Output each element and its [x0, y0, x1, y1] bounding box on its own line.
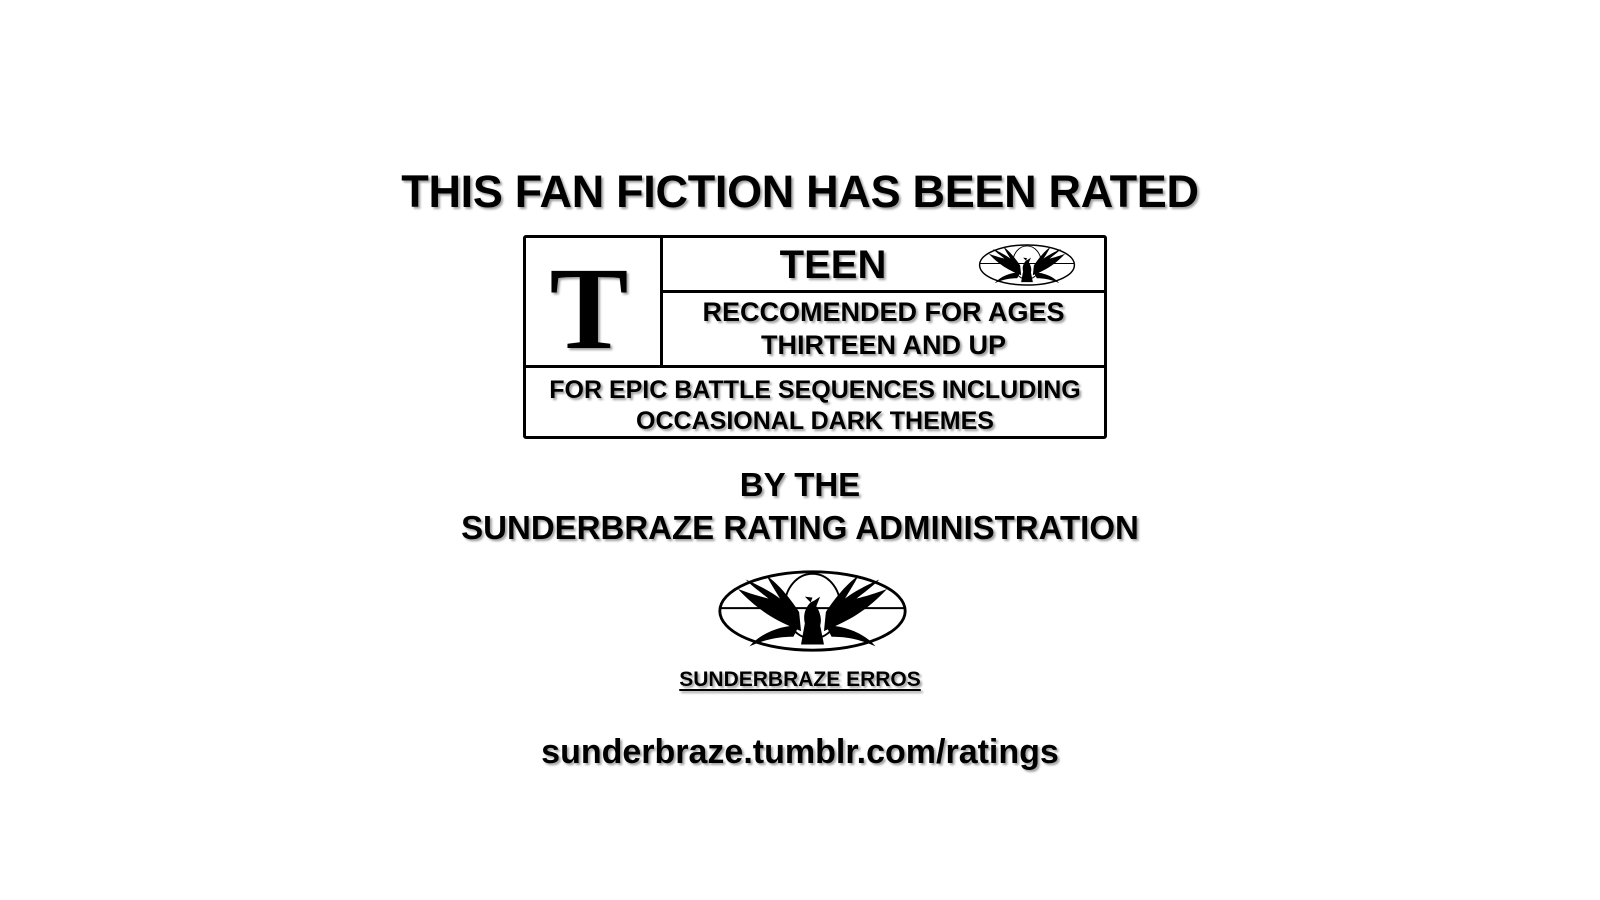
rating-name: TEEN [779, 243, 887, 287]
rating-box [523, 235, 1107, 439]
reason-line-1: FOR EPIC BATTLE SEQUENCES INCLUDING [549, 376, 1081, 404]
page-headline: THIS FAN FICTION HAS BEEN RATED [401, 166, 1199, 217]
winged-bird-logo-icon [710, 568, 915, 654]
website-link[interactable]: sunderbraze.tumblr.com/ratings [541, 733, 1059, 771]
winged-bird-emblem-icon [975, 243, 1079, 287]
rating-reason [526, 365, 1104, 436]
rating-age-recommendation [663, 293, 1104, 365]
rating-title-cell [663, 238, 1104, 293]
age-line-1: RECCOMENDED FOR AGES [702, 297, 1065, 327]
by-line-2: SUNDERBRAZE RATING ADMINISTRATION [461, 509, 1139, 546]
age-line-2: THIRTEEN AND UP [760, 330, 1006, 360]
rating-authority [0, 463, 1600, 549]
rating-letter-cell [526, 238, 663, 374]
brand-name [0, 667, 1600, 693]
by-line-1: BY THE [739, 466, 861, 503]
brand-name-text: SUNDERBRAZE ERROS [679, 668, 921, 691]
reason-line-2: OCCASIONAL DARK THEMES [636, 407, 994, 435]
rating-letter: T [549, 243, 629, 374]
